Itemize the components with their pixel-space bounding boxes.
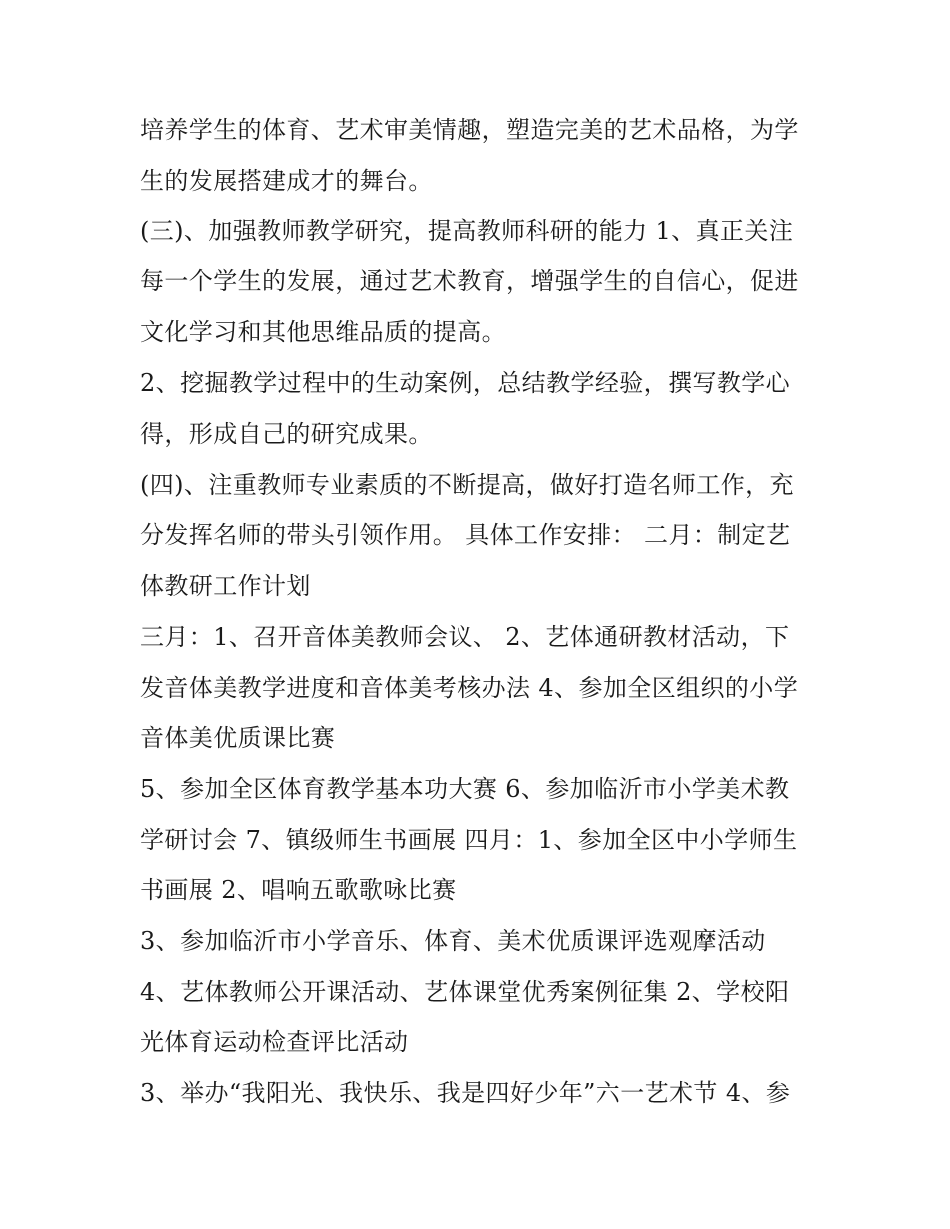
text-line: 生的发展搭建成才的舞台。	[140, 167, 433, 195]
text-line: 体教研工作计划	[140, 572, 311, 600]
text-line: 三月：1、召开音体美教师会议、 2、艺体通研教材活动，下	[140, 623, 790, 651]
text-line: 2、挖掘教学过程中的生动案例，总结教学经验，撰写教学心	[140, 369, 791, 397]
text-line: (三)、加强教师教学研究，提高教师科研的能力 1、真正关注	[140, 217, 794, 245]
text-line: 音体美优质课比赛	[140, 724, 336, 752]
text-line: 发音体美教学进度和音体美考核办法 4、参加全区组织的小学	[140, 674, 799, 702]
text-line: 分发挥名师的带头引领作用。 具体工作安排： 二月：制定艺	[140, 521, 791, 549]
text-line: (四)、注重教师专业素质的不断提高，做好打造名师工作，充	[140, 471, 794, 499]
text-line: 得，形成自己的研究成果。	[140, 420, 433, 448]
text-line: 培养学生的体育、艺术审美情趣，塑造完美的艺术品格，为学	[140, 116, 799, 144]
text-line: 每一个学生的发展，通过艺术教育，增强学生的自信心，促进	[140, 267, 799, 295]
text-line: 光体育运动检查评比活动	[140, 1028, 409, 1056]
text-line: 3、参加临沂市小学音乐、体育、美术优质课评选观摩活动	[140, 927, 766, 955]
text-line: 书画展 2、唱响五歌歌咏比赛	[140, 876, 457, 904]
text-line: 4、艺体教师公开课活动、艺体课堂优秀案例征集 2、学校阳	[140, 978, 790, 1006]
text-line: 3、举办“我阳光、我快乐、我是四好少年”六一艺术节 4、参	[140, 1079, 791, 1107]
text-line: 学研讨会 7、镇级师生书画展 四月：1、参加全区中小学师生	[140, 826, 798, 854]
text-line: 文化学习和其他思维品质的提高。	[140, 318, 506, 346]
text-line: 5、参加全区体育教学基本功大赛 6、参加临沂市小学美术教	[140, 775, 790, 803]
